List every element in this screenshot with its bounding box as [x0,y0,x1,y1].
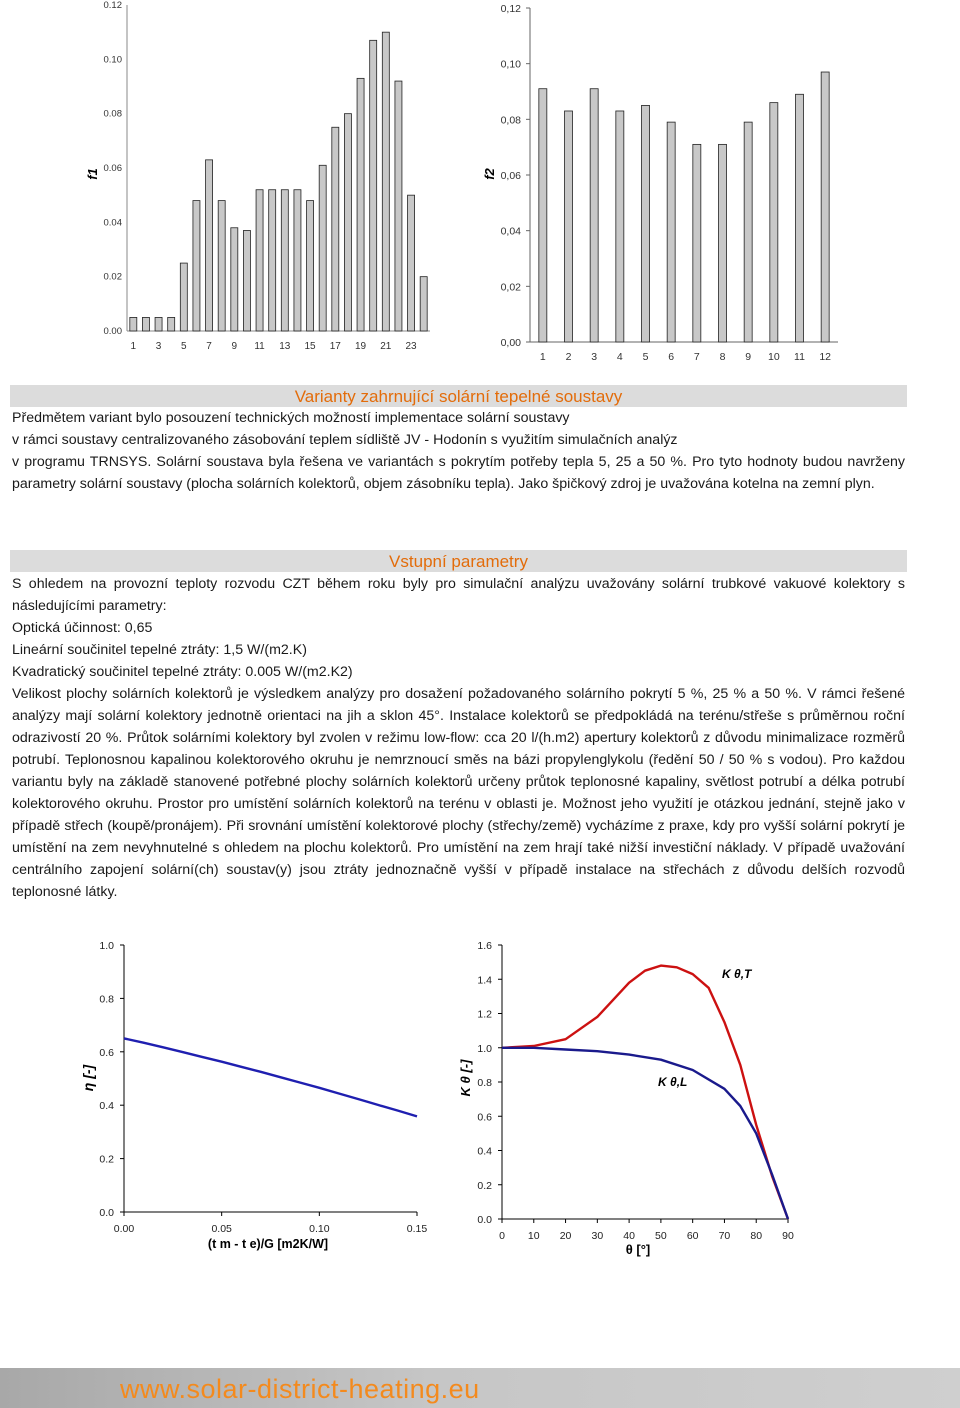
f2-x-tick-label: 1 [539,351,546,363]
k-theta-series [502,966,788,1219]
f2-y-tick-label: 0,04 [500,225,521,238]
f1-bar [370,40,377,331]
f2-y-tick-labels [501,3,522,349]
f1-y-tick-label: 0.08 [103,108,122,120]
series-line-0 [124,1038,417,1116]
f1-bar [395,81,402,331]
f1-x-tick-label: 19 [355,341,367,352]
f1-bar [382,32,389,331]
variants-paragraph [12,407,905,451]
chart-efficiency [60,930,460,1260]
f1-y-tick-label: 0.06 [103,163,122,174]
f1-bar [155,317,162,331]
f1-bar [130,317,137,331]
x-tick-label: 20 [559,1230,572,1242]
series-line-0 [502,966,788,1219]
f1-bar [168,317,175,331]
x-tick-label: 0.00 [113,1223,135,1235]
f2-bar [719,144,727,342]
x-tick-label: 0 [499,1230,505,1242]
f1-bar [281,190,288,331]
inputs-body: Velikost plochy solárních kolektorů je výsledkem analýzy pro dosažení požadovaného solárního pokrytí 5 %, 25 % a 50 %. V rámci řešené analýzy mají solární kolektory jednotně orientaci na jih a sklon 45°. Instalace kolektorů se předpokládá na terénu/střeše s průměrnou roční odrazivostí 20 %. Průtok solárními kolektory byl zvolen v režimu low-flow: cca 20 l/(h.m2) apertury kolektorů z důvodu minimalizace rozměrů potrubí. Teplonosnou kapalinou kolektorového okruhu je nemrznoucí směs na bázi propylenglykolu (ředění 50 / 50 % s vodou). Pro každou variantu byly na základě stanovené potřebné plochy solárních kolektorů určeny průtok teplonosné kapaliny, světlost potrubí a délka potrubí kolektorového okruhu. Prostor pro umístění solárních kolektorů na terénu v oblasti je. Možnost jeho využití je otázkou jednání, stejně jako v případě střech (koupě/pronájem). Při srovnání umístění kolektorové plochy (střechy/země) vycházíme z praxe, kdy pro vyšší solární pokrytí je umístění na zem nevyhnutelné s ohledem na plochu kolektorů. Pro umístění na zem hrají také nižší investiční náklady. V případě uvažování centrálního zapojení solární(ch) soustav(y) jsou ztráty jednoznačně vyšší v případě instalace na střechách z důvodu delších rozvodů teplonosné látky. [12,686,905,900]
k-theta-t-legend: K θ,T [722,967,752,981]
series-line-1 [502,1048,788,1219]
y-tick-label: 1.6 [477,940,492,952]
f1-y-tick-labels [104,0,123,337]
f2-bar [590,89,598,342]
f1-y-axis-label: f1 [85,168,100,180]
f2-bar [770,103,778,342]
variants-paragraph-cont: v programu TRNSYS. Solární soustava byla řešena ve variantách s pokrytím potřeby tepla 5, 25 a 50 %. Pro tyto hodnoty budou navrženy parametry solární soustavy (plocha solárních kolektorů, objem zásobníku tepla). Jako špičkový zdroj je uvažována kotelna na zemní plyn. [12,454,905,492]
k-theta-l-legend: K θ,L [658,1075,688,1089]
f1-x-tick-labels [131,341,418,352]
f1-bar [294,190,301,331]
f1-x-tick-label: 21 [380,341,392,352]
variants-line-1: Předmětem variant bylo posouzení technických možností implementace solární soustavy [12,410,570,426]
f2-x-tick-label: 10 [767,351,780,363]
f1-x-tick-label: 11 [254,341,265,352]
param-linear-loss: Lineární součinitel tepelné ztráty: 1,5 W/(m2.K) [12,642,307,658]
f1-x-tick-label: 17 [329,341,341,352]
y-tick-label: 0.8 [477,1077,492,1089]
x-tick-label: 70 [718,1230,731,1242]
y-tick-label: 1.0 [477,1042,492,1055]
inputs-intro: S ohledem na provozní teploty rozvodu CZT během roku byly pro simulační analýzu uvažovány solární trubkové vakuové kolektory s následujícími parametry: [12,576,905,614]
f1-x-tick-label: 13 [279,341,291,352]
f1-y-tick-label: 0.02 [103,271,122,283]
f1-bar [307,201,314,331]
f2-y-axis-label: f2 [482,168,497,180]
y-tick-label: 1.4 [477,974,492,987]
f1-x-tick-label: 23 [405,341,417,352]
f1-bar [218,201,225,331]
param-quadratic-loss: Kvadratický součinitel tepelné ztráty: 0.005 W/(m2.K2) [12,664,353,680]
f2-bar [821,72,829,342]
y-tick-label: 0.6 [477,1111,492,1124]
f2-y-tick-label: 0,06 [500,170,521,182]
f1-bar [142,317,149,331]
x-tick-label: 90 [782,1230,794,1242]
section-heading-inputs: Vstupní parametry [10,550,907,572]
f2-x-tick-label: 12 [819,351,832,363]
f1-bar [206,160,213,331]
f2-bar [616,111,624,342]
chart-f1-hourly [0,0,470,360]
y-tick-label: 0.4 [99,1100,114,1113]
f1-bar [408,195,415,331]
f2-x-tick-label: 2 [565,351,572,363]
f1-bars [130,32,427,331]
f1-bar [269,190,276,331]
f2-y-tick-label: 0,12 [500,3,521,15]
inputs-params [12,617,905,683]
f1-y-tick-label: 0.00 [103,326,122,337]
f1-y-tick-label: 0.10 [103,54,122,66]
eta-x-tick-labels [114,1223,428,1235]
f1-bar [332,127,339,331]
x-tick-label: 0.10 [309,1223,330,1235]
x-tick-label: 0.05 [211,1223,232,1235]
x-tick-label: 60 [686,1230,699,1242]
f1-bar [420,277,427,331]
y-tick-label: 0.2 [477,1179,492,1192]
x-tick-label: 10 [527,1230,540,1242]
footer-url: www.solar-district-heating.eu [120,1374,480,1404]
chart-f2-monthly [470,0,960,370]
variants-line-2: v rámci soustavy centralizovaného zásobování teplem sídliště JV - Hodonín s využitím simulačních analýz [12,432,678,448]
f1-bar [344,114,351,331]
x-tick-label: 80 [750,1230,763,1242]
k-theta-x-axis-label: θ [°] [625,1242,651,1257]
f1-bar [193,201,200,331]
eta-x-axis-label: (t m - t e)/G [m2K/W] [207,1237,329,1251]
y-tick-label: 0.2 [99,1153,114,1166]
x-tick-label: 40 [623,1230,635,1242]
k-theta-y-tick-labels [477,940,492,1226]
f2-x-tick-label: 4 [616,351,623,363]
f1-x-tick-label: 9 [231,341,238,352]
eta-axes [120,945,417,1216]
x-tick-label: 30 [591,1230,604,1242]
f2-x-tick-label: 9 [745,351,752,363]
f2-bar [693,144,701,342]
f1-x-tick-label: 1 [130,341,137,352]
f2-x-tick-labels [540,351,831,363]
f1-x-tick-label: 7 [206,341,212,352]
y-tick-label: 0.0 [477,1214,492,1226]
f2-y-tick-label: 0,08 [500,114,521,127]
f1-bar [180,263,187,331]
f1-x-tick-label: 3 [155,341,162,352]
f2-x-tick-label: 11 [794,351,805,363]
f1-y-tick-label: 0.04 [103,217,122,229]
param-optical-efficiency: Optická účinnost: 0,65 [12,620,153,636]
section-heading-variants: Varianty zahrnující solární tepelné soustavy [10,385,907,407]
y-tick-label: 1.0 [99,940,114,952]
y-tick-label: 0.0 [99,1207,114,1219]
f1-x-tick-label: 15 [304,341,316,352]
x-tick-label: 50 [655,1230,667,1242]
f2-bar [796,94,804,342]
y-tick-label: 1.2 [477,1008,492,1021]
f2-bar [539,89,547,342]
f2-y-tick-label: 0,00 [500,337,521,349]
f1-x-tick-label: 5 [181,341,187,352]
y-tick-label: 0.6 [99,1046,114,1059]
f2-x-tick-label: 5 [642,351,649,363]
f2-y-tick-label: 0,02 [500,281,521,294]
k-theta-y-axis-label: K θ [-] [458,1059,473,1097]
f1-bar [319,165,326,331]
x-tick-label: 0.15 [406,1223,428,1235]
eta-y-axis-label: η [-] [80,1064,96,1092]
y-tick-label: 0.4 [477,1145,492,1158]
eta-y-tick-labels [99,940,114,1219]
f2-x-tick-label: 7 [693,351,700,363]
f2-bar [565,111,573,342]
f2-bar [744,122,752,342]
eta-series [124,1038,417,1116]
k-theta-x-tick-labels [499,1230,794,1242]
f1-y-tick-label: 0.12 [103,0,122,11]
f2-bar [667,122,675,342]
f2-x-tick-label: 8 [719,351,726,363]
f2-x-tick-label: 6 [668,351,675,363]
f1-bar [256,190,263,331]
f2-bar [642,105,650,342]
f2-bars [539,72,829,342]
f1-bar [231,228,238,331]
f1-bar [357,78,364,331]
f2-x-tick-label: 3 [591,351,598,363]
f2-y-tick-label: 0,10 [500,58,521,71]
chart-incidence-angle-modifier [440,930,840,1260]
f1-bar [243,230,250,331]
y-tick-label: 0.8 [99,993,114,1006]
